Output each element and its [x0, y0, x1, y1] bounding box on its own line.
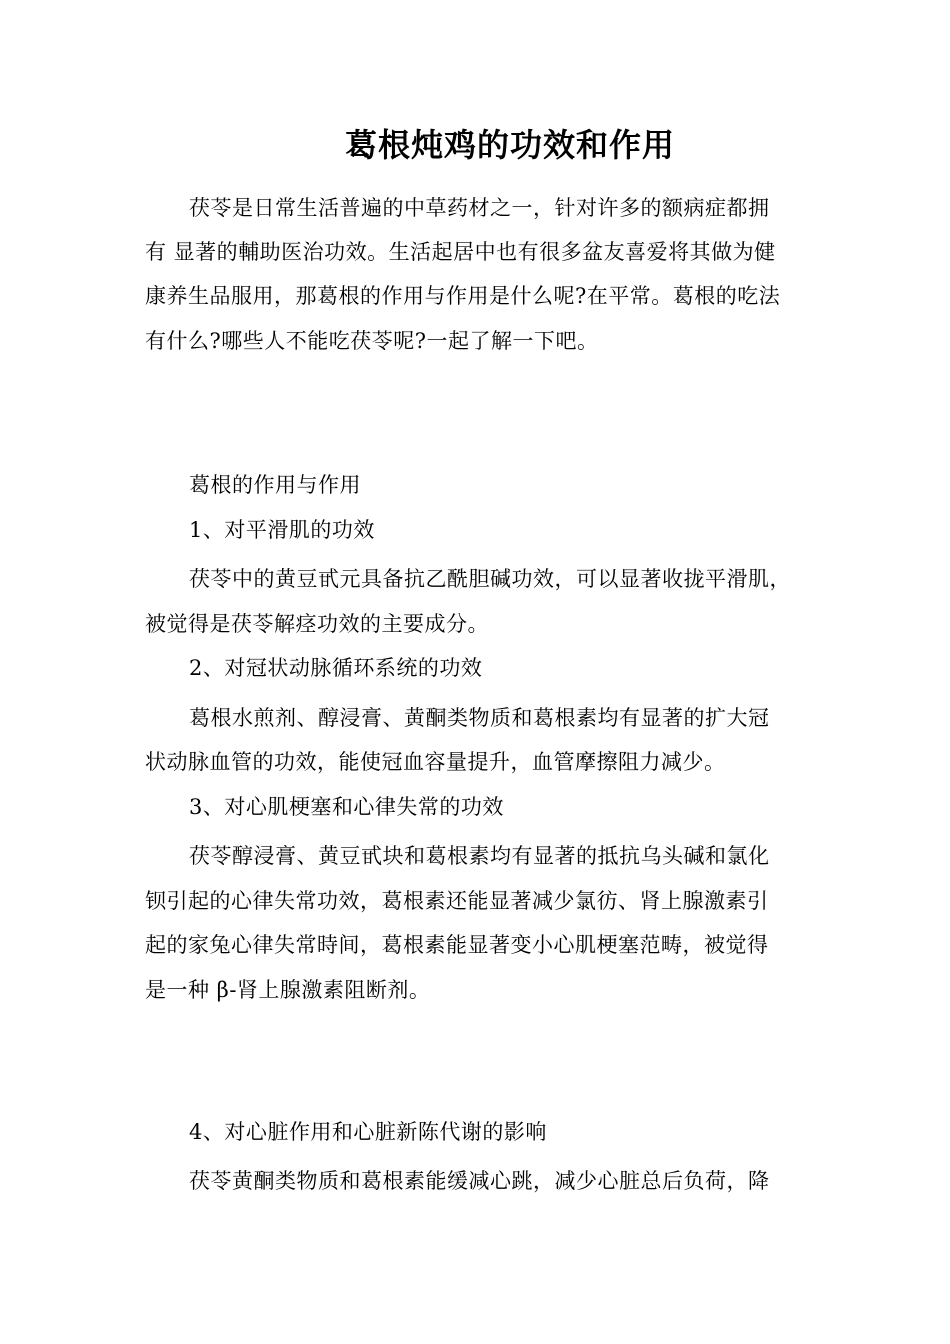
item2-line-1: 葛根水煎剂、醇浸膏、黄酮类物质和葛根素均有显著的扩大冠 [189, 706, 770, 730]
item2-line-2: 状动脉血管的功效，能使冠血容量提升，血管摩擦阻力减少。 [145, 750, 726, 774]
item1-heading: 1、对平滑肌的功效 [189, 518, 375, 542]
item4-heading: 4、对心脏作用和心脏新陈代谢的影响 [189, 1120, 547, 1144]
item1-line-1: 茯苓中的黄豆甙元具备抗乙酰胆碱功效，可以显著收拢平滑肌， [189, 567, 791, 591]
item1-line-2: 被觉得是茯苓解痉功效的主要成分。 [145, 612, 489, 636]
item3-line-2: 钡引起的心律失常功效，葛根素还能显著减少氯彷、肾上腺激素引 [145, 889, 769, 913]
intro-line-4: 有什么?哪些人不能吃茯苓呢?一起了解一下吧。 [145, 329, 599, 353]
document-title: 葛根炖鸡的功效和作用 [344, 126, 675, 164]
intro-line-1: 茯苓是日常生活普遍的中草药材之一，针对许多的额病症都拥 [189, 196, 770, 220]
item3-line-3: 起的家兔心律失常時间，葛根素能显著变小心肌梗塞范畴，被觉得 [145, 933, 769, 957]
item4-line-1: 茯苓黄酮类物质和葛根素能缓减心跳，减少心脏总后负荷，降 [189, 1169, 770, 1193]
section-heading: 葛根的作用与作用 [189, 473, 361, 497]
item3-line-1: 茯苓醇浸膏、黄豆甙块和葛根素均有显著的抵抗乌头碱和氯化 [189, 844, 770, 868]
intro-line-3: 康养生品服用，那葛根的作用与作用是什么呢?在平常。葛根的吃法 [145, 284, 781, 308]
item3-line-4: 是一种 β-肾上腺激素阻断剂。 [145, 978, 431, 1002]
item3-heading: 3、对心肌梗塞和心律失常的功效 [189, 795, 504, 819]
item2-heading: 2、对冠状动脉循环系统的功效 [189, 656, 483, 680]
intro-line-2: 有 显著的輔助医治功效。生活起居中也有很多盆友喜爱将其做为健 [145, 240, 776, 264]
